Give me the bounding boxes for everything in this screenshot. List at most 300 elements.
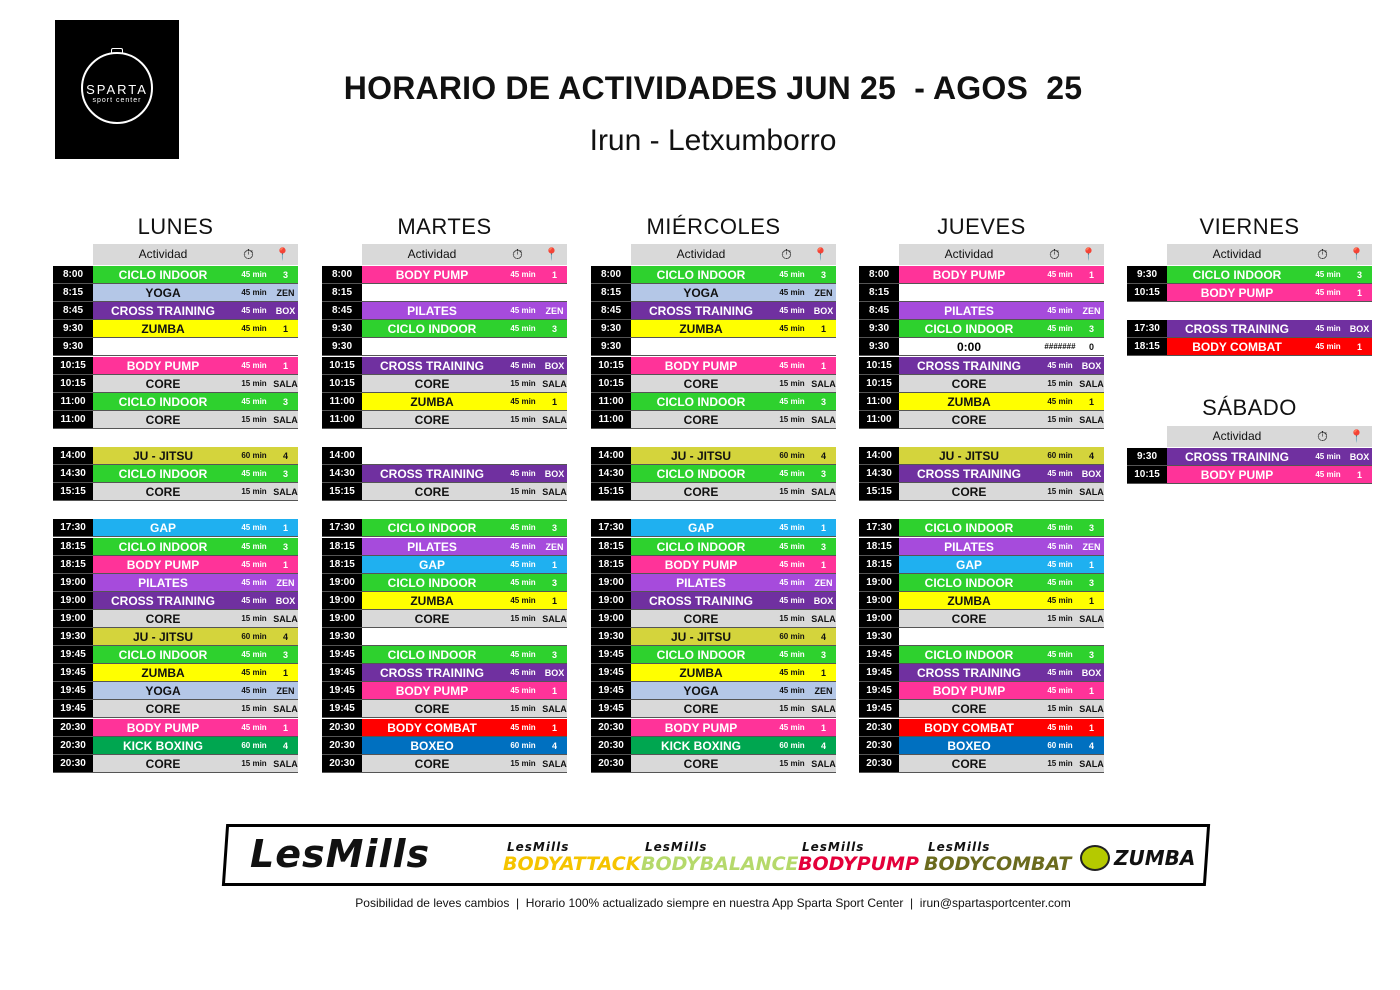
activity-name: BOXEO: [410, 738, 454, 753]
row-time: 19:00: [322, 610, 362, 628]
row-activity-cell: [631, 465, 836, 483]
row-activity-cell: [631, 610, 836, 628]
activity-duration: 45 min: [1047, 722, 1073, 732]
row-time: 19:45: [591, 682, 631, 700]
schedule-row: [322, 483, 567, 501]
stopwatch-icon: ⏱: [1317, 428, 1328, 444]
row-activity-cell: [899, 610, 1104, 628]
schedule-row: [591, 574, 836, 592]
row-time: 17:30: [591, 519, 631, 537]
schedule-row: [53, 393, 298, 411]
activity-room: 1: [1088, 595, 1094, 606]
activity-duration: 45 min: [241, 668, 267, 678]
schedule-row: [591, 411, 836, 429]
schedule-row: [53, 338, 298, 356]
schedule-row: [591, 737, 836, 755]
schedule-row: [859, 266, 1104, 284]
day-title: JUEVES: [937, 214, 1026, 239]
activity-duration: 45 min: [779, 288, 805, 298]
activity-name: CORE: [145, 611, 181, 626]
activity-name: GAP: [418, 557, 445, 572]
activity-duration: 45 min: [1315, 470, 1341, 480]
activity-room: 4: [1088, 740, 1094, 751]
activity-room: SALA: [1079, 378, 1104, 389]
activity-duration: 45 min: [241, 577, 267, 587]
row-time: 19:45: [591, 646, 631, 664]
row-time: 9:30: [1127, 448, 1167, 466]
activity-name: CORE: [951, 485, 987, 500]
activity-duration: 45 min: [510, 324, 536, 334]
location-pin-icon: 📍: [813, 247, 828, 261]
program-brand-label: LesMills: [507, 840, 570, 854]
activity-room: SALA: [273, 758, 298, 769]
row-time: 17:30: [322, 519, 362, 537]
schedule-row: [859, 646, 1104, 664]
row-activity-cell: [631, 628, 836, 646]
row-time: 19:45: [859, 700, 899, 718]
activity-room: ZEN: [814, 577, 833, 588]
activity-name: BODY PUMP: [395, 684, 469, 699]
activity-room: 1: [820, 559, 826, 570]
schedule-row: [859, 357, 1104, 375]
row-time: 14:30: [591, 465, 631, 483]
row-activity-cell: [362, 664, 567, 682]
activity-room: 4: [551, 740, 557, 751]
activity-room: 1: [282, 668, 288, 679]
activity-name: GAP: [955, 557, 982, 572]
row-time: 11:00: [591, 393, 631, 411]
row-time: 10:15: [322, 375, 362, 393]
activity-room: 3: [820, 650, 826, 661]
row-activity-cell: [899, 465, 1104, 483]
row-activity-cell: [362, 483, 567, 501]
activity-name: CORE: [683, 756, 719, 771]
row-time: 14:00: [322, 447, 362, 465]
activity-duration: 45 min: [241, 523, 267, 533]
activity-name: CICLO INDOOR: [924, 575, 1014, 590]
row-time: 20:30: [53, 737, 93, 755]
activity-duration: 45 min: [510, 523, 536, 533]
activity-room: 1: [1356, 470, 1362, 481]
row-time: 9:30: [591, 320, 631, 338]
row-time: 14:00: [53, 447, 93, 465]
row-time: 10:15: [1127, 466, 1167, 484]
schedule-row: [859, 664, 1104, 682]
activity-room: SALA: [542, 758, 567, 769]
activity-duration: 45 min: [1047, 270, 1073, 279]
activity-name: CICLO INDOOR: [656, 394, 746, 409]
footer-note: Posibilidad de leves cambios | Horario 100% actualizado siempre en nuestra App Sparta Sport Center | irun@spartasportcenter.com: [355, 896, 1071, 910]
activity-duration: 45 min: [1047, 360, 1073, 370]
schedule-row: [322, 574, 567, 592]
activity-room: ZEN: [545, 306, 564, 317]
activity-duration: 45 min: [1315, 288, 1341, 298]
row-activity-cell: [362, 700, 567, 718]
activity-name: CROSS TRAINING: [1184, 450, 1289, 464]
activity-name: CORE: [414, 702, 450, 717]
row-time: 20:30: [591, 755, 631, 773]
activity-name: CROSS TRAINING: [110, 304, 215, 319]
activity-duration: 45 min: [241, 722, 267, 732]
column-header-activity: Actividad: [1212, 247, 1262, 261]
schedule-row: [53, 284, 298, 302]
activity-room: 1: [1088, 270, 1094, 280]
activity-duration: 45 min: [241, 595, 267, 605]
schedule-row: [591, 700, 836, 718]
activity-room: 4: [820, 451, 826, 461]
schedule-row: [53, 610, 298, 628]
row-activity-cell: [899, 664, 1104, 682]
activity-room: ZEN: [276, 686, 295, 697]
activity-name: PILATES: [138, 575, 188, 590]
row-time: 10:15: [1127, 284, 1167, 302]
activity-room: 1: [551, 270, 557, 280]
row-time: 14:30: [322, 465, 362, 483]
column-header-activity: Actividad: [138, 247, 188, 261]
row-time: 20:30: [322, 737, 362, 755]
row-time: 20:30: [322, 719, 362, 737]
schedule-row: [53, 375, 298, 393]
activity-duration: 15 min: [241, 704, 267, 714]
activity-room: 1: [551, 595, 557, 606]
row-time: 19:30: [53, 628, 93, 646]
schedule-row: [591, 302, 836, 320]
row-activity-cell: [93, 465, 298, 483]
row-activity-cell: [631, 302, 836, 320]
row-activity-cell: [93, 519, 298, 537]
activity-duration: 15 min: [510, 704, 536, 714]
row-activity-cell: [899, 483, 1104, 501]
row-time: 10:15: [859, 357, 899, 375]
activity-name: CORE: [145, 376, 181, 391]
activity-name: CICLO INDOOR: [118, 648, 208, 663]
schedule-row: [859, 628, 1104, 646]
column-header: [899, 244, 1104, 265]
row-activity-cell: [899, 592, 1104, 610]
activity-room: SALA: [542, 613, 567, 624]
page-title: HORARIO DE ACTIVIDADES JUN 25 - AGOS 25: [343, 70, 1083, 106]
activity-duration: 45 min: [779, 270, 805, 279]
activity-room: ZEN: [545, 541, 564, 552]
activity-duration: 45 min: [241, 686, 267, 696]
schedule-row: [53, 755, 298, 773]
activity-room: BOX: [1349, 452, 1370, 462]
schedule-row: [859, 574, 1104, 592]
row-activity-cell: [899, 411, 1104, 429]
activity-duration: 45 min: [779, 577, 805, 587]
activity-room: 1: [1088, 722, 1094, 733]
activity-room: 3: [282, 469, 288, 480]
row-activity-cell: [899, 574, 1104, 592]
activity-name: BODY PUMP: [126, 557, 200, 572]
activity-name: CORE: [683, 376, 719, 391]
program-name: BODYBALANCE: [641, 853, 799, 875]
activity-room: 1: [1088, 559, 1094, 570]
row-activity-cell: [362, 302, 567, 320]
schedule-row: [1127, 448, 1372, 466]
activity-duration: 15 min: [1047, 414, 1073, 424]
activity-room: SALA: [273, 414, 298, 425]
activity-duration: 45 min: [1047, 595, 1073, 605]
activity-duration: 45 min: [1047, 396, 1073, 406]
activity-name: CORE: [683, 611, 719, 626]
activity-name: PILATES: [676, 575, 726, 590]
activity-duration: 15 min: [779, 704, 805, 714]
row-time: 11:00: [53, 411, 93, 429]
activity-name: CORE: [951, 412, 987, 427]
row-activity-cell: [631, 357, 836, 375]
schedule-row: [859, 519, 1104, 537]
row-time: 8:15: [859, 284, 899, 302]
row-activity-cell: [1167, 320, 1372, 338]
activity-name: YOGA: [145, 286, 181, 301]
activity-duration: 45 min: [1047, 559, 1073, 569]
column-header: [631, 244, 836, 265]
activity-duration: 45 min: [779, 523, 805, 533]
schedule-row: [53, 556, 298, 574]
row-activity-cell: [93, 592, 298, 610]
activity-name: YOGA: [683, 684, 719, 699]
row-activity-cell: [93, 338, 298, 356]
activity-name: CROSS TRAINING: [379, 467, 484, 482]
activity-name: BODY PUMP: [932, 268, 1006, 282]
schedule-row: [1127, 284, 1372, 302]
activity-duration: 45 min: [1315, 342, 1341, 352]
row-time: 19:00: [859, 592, 899, 610]
row-activity-cell: [362, 411, 567, 429]
activity-name: PILATES: [944, 539, 994, 554]
schedule-row: [859, 610, 1104, 628]
activity-name: CORE: [145, 756, 181, 771]
schedule-row: [322, 284, 567, 302]
row-activity-cell: [93, 664, 298, 682]
logo-subtitle: sport center: [92, 97, 142, 104]
row-activity-cell: [899, 266, 1104, 284]
activity-room: ZEN: [1082, 541, 1101, 552]
activity-duration: 45 min: [779, 686, 805, 696]
activity-name: PILATES: [944, 304, 994, 319]
schedule-row: [859, 483, 1104, 501]
schedule-row: [53, 592, 298, 610]
activity-duration: 60 min: [241, 451, 267, 460]
row-time: 9:30: [322, 320, 362, 338]
row-time: 10:15: [53, 357, 93, 375]
activity-room: 1: [1356, 288, 1362, 299]
activity-duration: 45 min: [779, 722, 805, 732]
column-header-activity: Actividad: [1212, 429, 1262, 443]
activity-room: 3: [282, 270, 288, 280]
row-activity-cell: [899, 737, 1104, 755]
activity-duration: 45 min: [779, 650, 805, 660]
row-activity-cell: [1167, 448, 1372, 466]
schedule-row: [859, 465, 1104, 483]
schedule-row: [53, 574, 298, 592]
activity-room: 1: [820, 722, 826, 733]
row-activity-cell: [899, 284, 1104, 302]
activity-duration: 45 min: [1315, 452, 1341, 461]
activity-duration: 60 min: [241, 740, 267, 750]
activity-room: SALA: [273, 378, 298, 389]
schedule-row: [53, 465, 298, 483]
activity-name: CICLO INDOOR: [387, 521, 477, 536]
column-header: [1167, 426, 1372, 447]
activity-duration: 15 min: [241, 487, 267, 497]
activity-name: CROSS TRAINING: [379, 358, 484, 373]
activity-duration: 45 min: [779, 306, 805, 316]
activity-name: ZUMBA: [410, 394, 454, 409]
activity-duration: 45 min: [1047, 469, 1073, 479]
activity-room: 4: [282, 632, 288, 642]
row-time: 15:15: [859, 483, 899, 501]
row-time: 18:15: [322, 538, 362, 556]
row-activity-cell: [93, 737, 298, 755]
activity-duration: 45 min: [241, 541, 267, 551]
schedule-row: [591, 357, 836, 375]
activity-room: SALA: [542, 487, 567, 498]
activity-duration: 45 min: [510, 668, 536, 678]
schedule-row: [859, 682, 1104, 700]
activity-room: 1: [1088, 396, 1094, 407]
row-activity-cell: [362, 519, 567, 537]
row-activity-cell: [93, 375, 298, 393]
activity-name: CORE: [951, 756, 987, 771]
row-activity-cell: [631, 700, 836, 718]
row-activity-cell: [631, 682, 836, 700]
row-time: 8:15: [53, 284, 93, 302]
activity-room: 1: [820, 324, 826, 335]
row-activity-cell: [1167, 266, 1372, 284]
schedule-row: [322, 266, 567, 284]
schedule-row: [859, 538, 1104, 556]
day-title: LUNES: [137, 214, 214, 239]
activity-duration: 15 min: [779, 414, 805, 424]
activity-name: CROSS TRAINING: [379, 666, 484, 681]
activity-duration: 45 min: [1315, 270, 1341, 279]
schedule-row: [859, 737, 1104, 755]
schedule-row: [322, 357, 567, 375]
activity-duration: 45 min: [1047, 306, 1073, 316]
schedule-row: [53, 483, 298, 501]
schedule-row: [53, 682, 298, 700]
activity-room: BOX: [813, 306, 834, 317]
activity-duration: 60 min: [779, 632, 805, 641]
activity-name: BODY COMBAT: [1192, 340, 1282, 355]
row-time: 9:30: [322, 338, 362, 356]
schedule-row: [859, 447, 1104, 465]
schedule-row: [591, 393, 836, 411]
activity-name: CROSS TRAINING: [110, 593, 215, 608]
activity-name: CICLO INDOOR: [387, 322, 477, 337]
activity-duration: 45 min: [510, 360, 536, 370]
activity-name: CROSS TRAINING: [648, 593, 753, 608]
activity-room: 1: [1088, 686, 1094, 697]
location-pin-icon: 📍: [544, 247, 559, 261]
activity-duration: 45 min: [510, 469, 536, 479]
activity-room: 3: [282, 541, 288, 552]
row-time: 20:30: [859, 755, 899, 773]
page-subtitle: Irun - Letxumborro: [589, 124, 837, 157]
row-time: 20:30: [859, 737, 899, 755]
row-activity-cell: [631, 646, 836, 664]
row-time: 20:30: [53, 719, 93, 737]
activity-room: SALA: [1079, 414, 1104, 425]
activity-room: SALA: [811, 758, 836, 769]
logo-name: SPARTA: [86, 82, 148, 97]
activity-room: 1: [551, 559, 557, 570]
row-time: 10:15: [591, 375, 631, 393]
row-time: 14:30: [859, 465, 899, 483]
activity-duration: 15 min: [510, 758, 536, 768]
activity-name: CORE: [414, 485, 450, 500]
activity-name: CORE: [145, 702, 181, 717]
row-time: 14:00: [591, 447, 631, 465]
row-activity-cell: [362, 719, 567, 737]
activity-room: 3: [1088, 523, 1094, 534]
row-time: 8:15: [591, 284, 631, 302]
activity-duration: 45 min: [241, 469, 267, 479]
activity-name: CORE: [414, 376, 450, 391]
schedule-row: [322, 519, 567, 537]
activity-room: SALA: [273, 704, 298, 715]
activity-duration: 15 min: [510, 487, 536, 497]
activity-room: 1: [282, 324, 288, 335]
schedule-row: [591, 266, 836, 284]
schedule-row: [322, 538, 567, 556]
activity-name: CORE: [951, 376, 987, 391]
row-activity-cell: [362, 538, 567, 556]
row-activity-cell: [362, 755, 567, 773]
stopwatch-icon: ⏱: [781, 246, 792, 262]
activity-room: 1: [282, 360, 288, 371]
row-activity-cell: [93, 538, 298, 556]
activity-duration: 45 min: [241, 559, 267, 569]
activity-name: CORE: [951, 611, 987, 626]
schedule-row: [591, 284, 836, 302]
row-time: 10:15: [322, 357, 362, 375]
row-activity-cell: [899, 357, 1104, 375]
row-activity-cell: [1167, 466, 1372, 484]
activity-room: 1: [1356, 342, 1362, 353]
row-activity-cell: [899, 447, 1104, 465]
activity-room: ZEN: [276, 577, 295, 588]
row-time: 11:00: [322, 393, 362, 411]
activity-name: ZUMBA: [141, 322, 185, 337]
activity-room: 3: [820, 396, 826, 407]
row-time: 17:30: [859, 519, 899, 537]
activity-room: SALA: [542, 414, 567, 425]
activity-room: 3: [820, 469, 826, 480]
schedule-row: [859, 320, 1104, 338]
activity-duration: 45 min: [510, 650, 536, 660]
row-activity-cell: [631, 284, 836, 302]
activity-duration: 15 min: [1047, 378, 1073, 388]
row-activity-cell: [1167, 284, 1372, 302]
schedule-row: [53, 411, 298, 429]
activity-room: SALA: [811, 414, 836, 425]
row-time: 9:30: [53, 320, 93, 338]
row-time: 8:45: [591, 302, 631, 320]
row-time: 18:15: [591, 556, 631, 574]
activity-room: 3: [551, 650, 557, 661]
activity-name: BODY COMBAT: [387, 720, 477, 735]
schedule-row: [322, 338, 567, 356]
schedule-row: [591, 375, 836, 393]
activity-duration: 45 min: [510, 396, 536, 406]
row-time: 10:15: [591, 357, 631, 375]
row-time: 10:15: [53, 375, 93, 393]
activity-room: 1: [282, 722, 288, 733]
row-time: 19:30: [859, 628, 899, 646]
